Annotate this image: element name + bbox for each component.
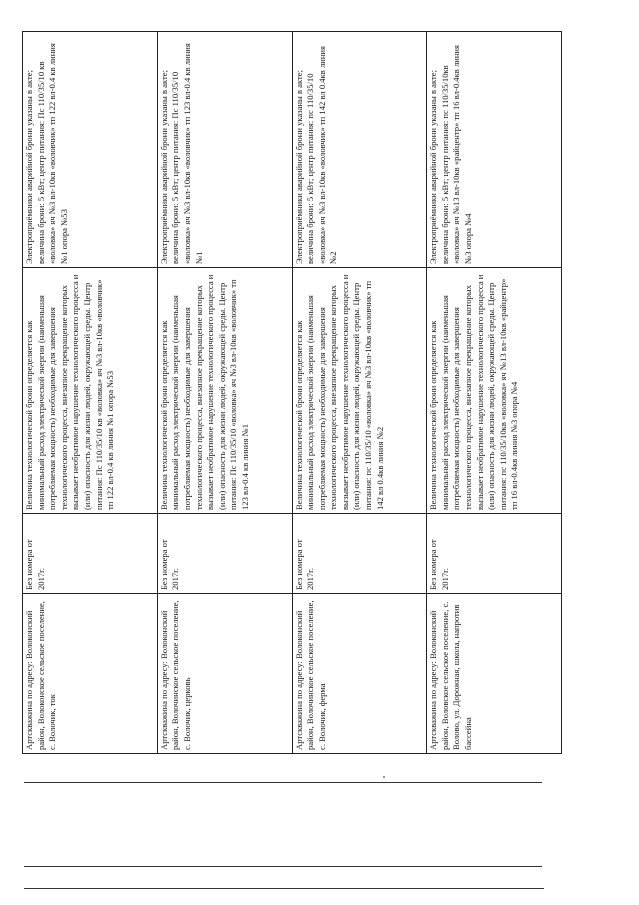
act-cell: Без номера от 2017г. (292, 514, 427, 594)
power-reserve-table (22, 31, 562, 754)
act-cell: Без номера от 2017г. (23, 514, 158, 594)
table-row (292, 32, 427, 754)
emergency-reserve-cell: Электроприёмники аварийной брони указаны в акте; величина брони: 5 кВт; центр питания: пс 110/35/10 «воловка» яч №3 вл-10кв «воловчик» тп 142 вл 0.4кв линия №2 (292, 32, 427, 268)
table-row (427, 32, 562, 754)
address-cell: Артскважина по адресу: Волоконский район, Волоконское сельское поселение, с. Волочик, ток (23, 594, 158, 754)
signature-line (24, 888, 544, 889)
address-cell: Артскважина по адресу: Волоконский район, Воловское сельское поселение, с. Волово, ул. Дорожная, школа, напротив бассейна (427, 594, 562, 754)
table-row (23, 32, 158, 754)
act-cell: Без номера от 2017г. (157, 514, 292, 594)
act-cell: Без номера от 2017г. (427, 514, 562, 594)
signature-line (24, 782, 542, 783)
address-cell: Артскважина по адресу: Волоконский район, Волочинское сельское поселение, с. Волочик, ферма (292, 594, 427, 754)
emergency-reserve-cell: Электроприёмники аварийной брони указаны в акте; величина брони: 5 кВт; центр питания: пс 110/35/10кв «воловка» яч №13 вл-10кв «райцентр» тп 16 вл-0.4кв линия №3 опора №4 (427, 32, 562, 268)
scan-speck (383, 776, 385, 778)
signature-line (24, 866, 542, 867)
emergency-reserve-cell: Электроприёмники аварийной брони указаны в акте; величина брони: 5 кВт; центр питания: Пс 110/35/10 «воловка» яч №3 вл-10кв «воловчик» тп 123 вл-0.4 кв линия №1 (157, 32, 292, 268)
rotated-table-wrapper (22, 32, 562, 754)
tech-reserve-cell: Величина технологической брони определяется как минимальный расход электрической энергии (наименьшая потребляемая мощность) необходимые для завершения технологического процесса, внезапное прекращение которых вызывает необратимое нарушение технологического процесса и (или) опасность для жизни людей, окружающей среды. Центр питания: пс 110/35/10 «воловка» яч №3 вл-10кв «воловчик» тп 142 вл 0.4кв линия №2 (292, 268, 427, 514)
tech-reserve-cell: Величина технологической брони определяется как минимальный расход электрической энергии (наименьшая потребляемая мощность) необходимые для завершения технологического процесса, внезапное прекращение которых вызывает необратимое нарушение технологического процесса и (или) опасность для жизни людей, окружающей среды. Центр питания: пс 110/35/10кв «воловка» яч №13 вл-10кв «райцентр» тп 16 вл-0.4кв линия №3 опора №4 (427, 268, 562, 514)
tech-reserve-cell: Величина технологической брони определяется как минимальный расход электрической энергии (наименьшая потребляемая мощность) необходимые для завершения технологического процесса, внезапное прекращение которых вызывает необратимое нарушение технологического процесса и (или) опасность для жизни людей, окружающей среды. Центр питания: Пс 110/35/10 «воловка» яч №3 вл-10кв «воловчик» тп 123 вл-0.4 кв линия №1 (157, 268, 292, 514)
address-cell: Артскважина по адресу: Волоконский район, Волочинское сельское поселение, с. Волочик, церковь (157, 594, 292, 754)
table-row (157, 32, 292, 754)
tech-reserve-cell: Величина технологической брони определяется как минимальный расход электрической энергии (наименьшая потребляемая мощность) необходимые для завершения технологического процесса, внезапное прекращение которых вызывает необратимое нарушение технологического процесса и (или) опасность для жизни людей, окружающей среды. Центр питания: Пс 110/35/10 кв «воловка» яч №3 вл-10кв «воловчик» тп 122 вл-0.4 кв линия №1 опора №53 (23, 268, 158, 514)
emergency-reserve-cell: Электроприёмники аварийной брони указаны в акте; величина брони: 5 кВт; центр питания: Пс 110/35/10 кв «воловка» яч №3 вл-10кв «воловчик» тп 122 вл-0.4 кв линия №1 опора №53 (23, 32, 158, 268)
